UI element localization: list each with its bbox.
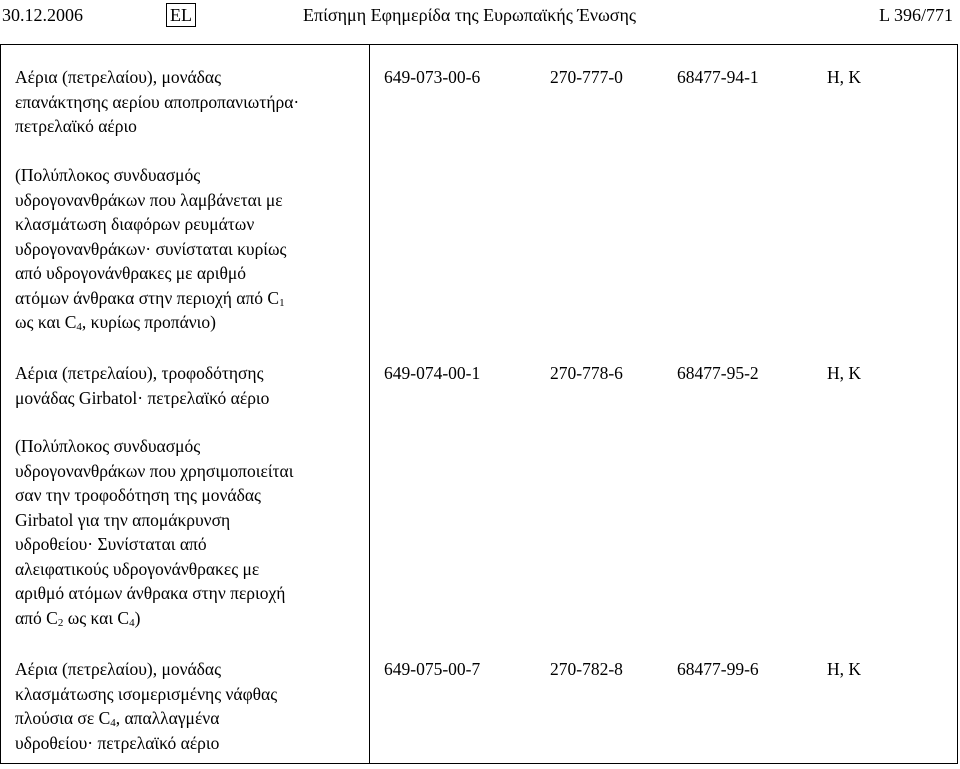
entry-2-desc-line: υδροθείου· Συνίσταται από	[15, 534, 207, 554]
entry-1-desc-line: υδρογονανθράκων· συνίσταται κυρίως	[15, 238, 287, 259]
entry-1-name-line: Αέρια (πετρελαίου), μονάδας	[15, 67, 222, 87]
entry-2-index-no: 649-074-00-1	[384, 363, 481, 383]
entry-2-desc-line: (Πολύπλοκος συνδυασμός	[15, 436, 201, 456]
entry-2-name-line: μονάδας Girbatol· πετρελαϊκό αέριο	[15, 387, 270, 408]
entry-2-desc-line: σαν την τροφοδότηση της μονάδας	[15, 485, 261, 505]
column-divider	[369, 45, 370, 763]
entry-1-desc-line: από υδρογονάνθρακες με αριθμό	[15, 263, 246, 283]
entry-1-name	[15, 65, 360, 139]
entry-2-notes: H, K	[827, 363, 862, 383]
entry-3-ec-no: 270-782-8	[550, 659, 623, 679]
page-header	[0, 0, 960, 30]
entry-1-desc-line: υδρογονανθράκων που λαμβάνεται με	[15, 189, 283, 210]
subscript: 4	[110, 717, 116, 729]
entry-2-desc-line: υδρογονανθράκων που χρησιμοποιείται	[15, 460, 294, 481]
subscript: 4	[76, 321, 82, 333]
entry-2-name	[15, 361, 360, 410]
entry-1-notes: H, K	[827, 67, 862, 87]
journal-title: Επίσημη Εφημερίδα της Ευρωπαϊκής Ένωσης	[303, 5, 637, 25]
entry-3-notes: H, K	[827, 659, 862, 679]
entry-3-cas-no: 68477-99-6	[677, 659, 759, 679]
entry-1-desc-line: (Πολύπλοκος συνδυασμός	[15, 165, 201, 185]
entry-3-name-line: Αέρια (πετρελαίου), μονάδας	[15, 659, 222, 679]
entry-2-description	[15, 434, 360, 630]
entry-2-name-line: Αέρια (πετρελαίου), τροφοδότησης	[15, 363, 264, 383]
subscript: 2	[57, 616, 64, 629]
substance-table	[0, 44, 958, 764]
entry-2-desc-line: αλειφατικούς υδρογονάνθρακες με	[15, 558, 260, 579]
subscript: 4	[129, 616, 135, 629]
language-code-box: EL	[166, 3, 196, 27]
publication-date: 30.12.2006	[2, 5, 83, 25]
entry-1-desc-line: ατόμων άνθρακα στην περιοχή από $C_1$	[15, 287, 285, 309]
entry-2-ec-no: 270-778-6	[550, 363, 623, 383]
entry-2-desc-line: αριθμό ατόμων άνθρακα στην περιοχή	[15, 583, 286, 603]
entry-1-cas-no: 68477-94-1	[677, 67, 759, 87]
entry-1-name-line: επανάκτησης αερίου αποπροπανιωτήρα·	[15, 91, 300, 112]
entry-3-name	[15, 657, 360, 755]
entry-1-name-line: πετρελαϊκό αέριο	[15, 116, 137, 136]
entry-2-cas-no: 68477-95-2	[677, 363, 759, 383]
entry-1-description	[15, 163, 360, 335]
subscript: 1	[279, 296, 285, 309]
entry-1-desc-line: κλασμάτωση διαφόρων ρευμάτων	[15, 214, 255, 234]
entry-1-ec-no: 270-777-0	[550, 67, 623, 87]
entry-3-name-line: υδροθείου· πετρελαϊκό αέριο	[15, 732, 220, 753]
entry-3-name-line: κλασμάτωσης ισομερισμένης νάφθας	[15, 683, 278, 704]
entry-3-name-line: πλούσια σε $C_4$, απαλλαγμένα	[15, 708, 220, 729]
entry-3-index-no: 649-075-00-7	[384, 659, 481, 679]
page-reference: L 396/771	[879, 5, 953, 25]
entry-1-desc-line: ως και $C_4$, κυρίως προπάνιο)	[15, 312, 216, 333]
entry-2-desc-line: Girbatol για την απομάκρυνση	[15, 509, 231, 530]
entry-2-desc-line: από $C_2$ ως και $C_4$)	[15, 607, 141, 629]
entry-1-index-no: 649-073-00-6	[384, 67, 481, 87]
